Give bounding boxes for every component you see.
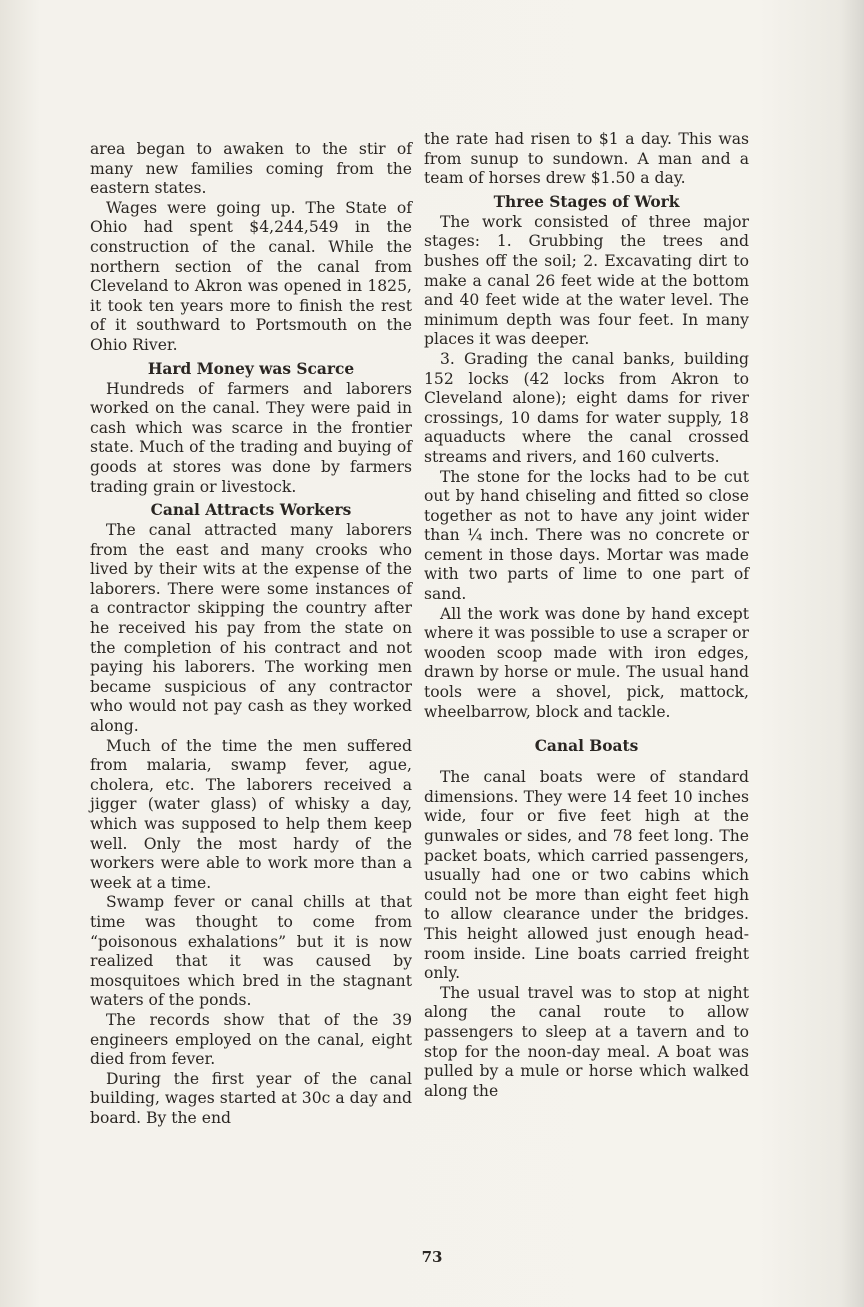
paragraph: The work consisted of three major stages: 1. Grubbing the trees and bushes off the soil; 2. Excavating dirt to make a canal 26 feet wide at the bottom and 40 feet wide at the water level. The minimum depth was four feet. In many places it was deeper.: [424, 212, 749, 349]
page-number: 73: [421, 1248, 443, 1266]
paragraph: Wages were going up. The State of Ohio had spent $4,244,549 in the construction of the canal. While the northern section of the canal from Cleveland to Akron was opened in 1825, it took ten years more to finish the rest of it southward to Portsmouth on the Ohio River.: [90, 198, 412, 354]
paragraph: area began to awaken to the stir of many new families coming from the eastern states.: [90, 140, 412, 198]
left-column: [90, 140, 412, 1129]
paragraph: All the work was done by hand except where it was possible to use a scraper or wooden scoop made with iron edges, drawn by horse or mule. The usual hand tools were a shovel, pick, mattock, wheelbarrow, block and tackle.: [424, 604, 749, 721]
paragraph: Swamp fever or canal chills at that time was thought to come from “poisonous exhalations” but it is now realized that it was caused by mosquitoes which bred in the stagnant waters of the ponds.: [90, 893, 412, 1010]
paragraph: The canal boats were of standard dimensions. They were 14 feet 10 inches wide, four or five feet high at the gunwales or sides, and 78 feet long. The packet boats, which carried passengers, usually had one or two cabins which could not be more than eight feet high to allow clearance under the bridges. This height allowed just enough head-room inside. Line boats carried freight only.: [424, 768, 749, 983]
section-heading: Three Stages of Work: [493, 192, 680, 211]
paragraph: 3. Grading the canal banks, building 152 locks (42 locks from Akron to Cleveland alone); eight dams for river crossings, 10 dams for water supply, 18 aquaducts where the canal crossed streams and rivers, and 160 culverts.: [424, 349, 749, 466]
paragraph: the rate had risen to $1 a day. This was from sunup to sundown. A man and a team of horses drew $1.50 a day.: [424, 130, 749, 188]
paragraph: Much of the time the men suffered from malaria, swamp fever, ague, cholera, etc. The laborers received a jigger (water glass) of whisky a day, which was supposed to help them keep well. Only the most hardy of the workers were able to work more than a week at a time.: [90, 736, 412, 892]
paragraph: The canal attracted many laborers from the east and many crooks who lived by their wits at the expense of the laborers. There were some instances of a contractor skipping the country after he received his pay from the state on the completion of his contract and not paying his laborers. The working men became suspicious of any contractor who would not pay cash as they worked along.: [90, 521, 412, 736]
paragraph: The stone for the locks had to be cut out by hand chiseling and fitted so close together as not to have any joint wider than ¼ inch. There was no concrete or cement in those days. Mortar was made with two parts of lime to one part of sand.: [424, 467, 749, 604]
section-heading: Hard Money was Scarce: [147, 359, 355, 378]
right-column: [424, 130, 749, 1101]
paragraph: Hundreds of farmers and laborers worked on the canal. They were paid in cash which was scarce in the frontier state. Much of the trading and buying of goods at stores was done by farmers trading grain or livestock.: [90, 379, 412, 496]
paragraph: The records show that of the 39 engineers employed on the canal, eight died from fever.: [90, 1010, 412, 1069]
paragraph: During the first year of the canal building, wages started at 30c a day and board. By the end: [90, 1069, 412, 1127]
paragraph: The usual travel was to stop at night along the canal route to allow passengers to sleep at a tavern and to stop for the noon-day meal. A boat was pulled by a mule or horse which walked along the: [424, 983, 749, 1100]
section-heading: Canal Boats: [534, 737, 639, 756]
section-heading: Canal Attracts Workers: [150, 501, 352, 520]
